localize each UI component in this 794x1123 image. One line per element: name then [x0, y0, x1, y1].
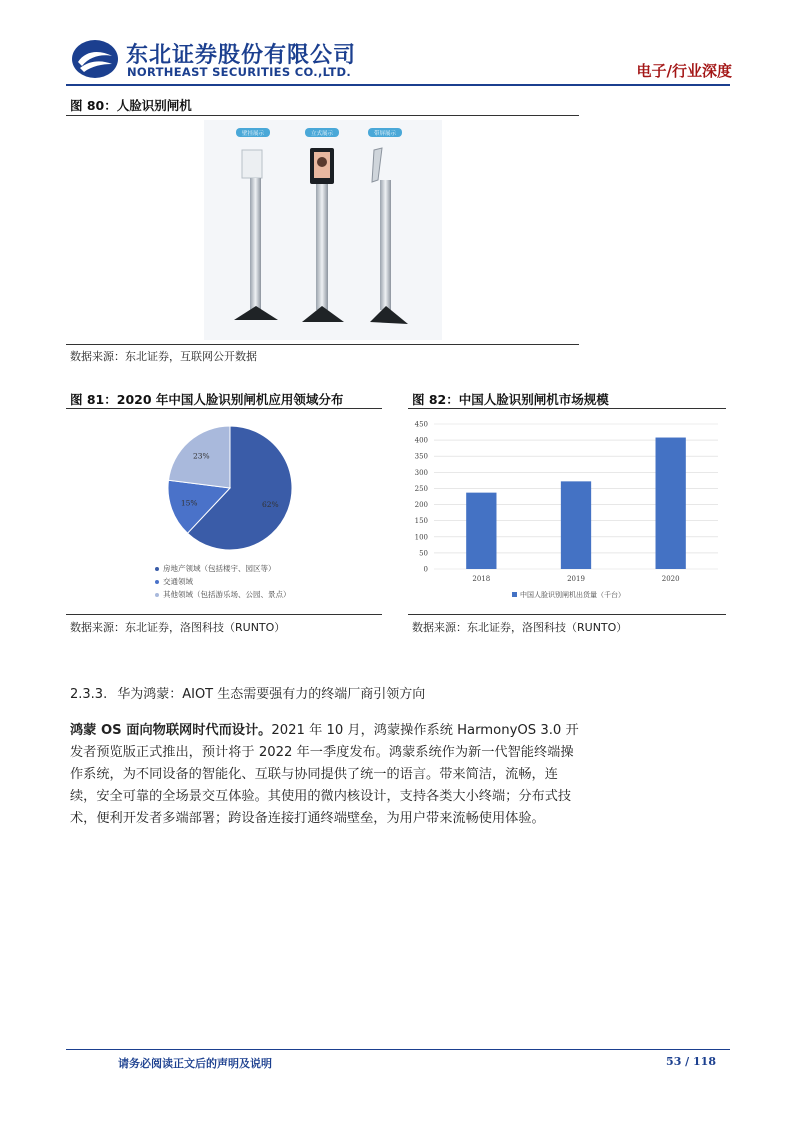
y-tick-label: 400: [414, 436, 428, 445]
bar-legend-label: 中国人脸识别闸机出货量（千台）: [520, 591, 625, 599]
legend-swatch-icon: [155, 567, 159, 571]
pie-slice-label: 23%: [192, 451, 210, 461]
figure-81-bottom-rule: [66, 614, 382, 615]
bar-chart: [400, 412, 726, 610]
x-tick-label: 2018: [472, 575, 491, 583]
y-tick-label: 100: [414, 533, 428, 542]
pie-legend-item: [155, 575, 291, 588]
figure-80-bottom-rule: [66, 344, 579, 345]
header-divider: [66, 84, 730, 86]
y-tick-label: 200: [414, 501, 428, 510]
pie-legend-item: [155, 562, 291, 575]
y-tick-label: 300: [414, 468, 428, 477]
figure-82-source: 数据来源：东北证券，洛图科技（RUNTO）: [412, 621, 628, 634]
pie-legend-item: [155, 588, 291, 601]
y-tick-label: 250: [414, 484, 428, 493]
x-tick-label: 2019: [567, 575, 585, 583]
figure-81-title: 图 81：2020 年中国人脸识别闸机应用领域分布: [70, 392, 344, 407]
gate-label-2: 立式展示: [310, 131, 334, 137]
report-category: 电子/行业深度: [636, 62, 732, 80]
figure-82-bottom-rule: [408, 614, 726, 615]
figure-80-source: 数据来源：东北证券，互联网公开数据: [70, 350, 257, 363]
pie-legend: [155, 562, 291, 601]
legend-swatch-icon: [155, 593, 159, 597]
bar: [656, 438, 686, 569]
pie-slice-label: 15%: [180, 498, 198, 508]
section-heading: [70, 683, 425, 702]
company-name-cn: 东北证券股份有限公司: [126, 43, 357, 68]
body-text: 2021 年 10 月，鸿蒙操作系统 HarmonyOS 3.0 开发者预览版正式推出，预计将于 2022 年一季度发布。鸿蒙系统作为新一代智能终端操作系统，为不同设备的智能化、互联与协同提供了统一的语言。带来简洁，流畅，连续，安全可靠的全场景交互体验。其使用的微内核设计，支持各类大小终端；分布式技术，便利开发者多端部署；跨设备连接打通终端壁垒，为用户带来流畅使用体验。: [70, 723, 579, 826]
footer-divider: [66, 1049, 730, 1050]
y-tick-label: 450: [414, 420, 428, 429]
figure-81-source: 数据来源：东北证券，洛图科技（RUNTO）: [70, 621, 286, 634]
body-paragraph: [70, 720, 582, 830]
footer-disclaimer: 请务必阅读正文后的声明及说明: [118, 1057, 272, 1070]
y-tick-label: 0: [423, 565, 428, 574]
y-tick-label: 150: [414, 517, 428, 526]
figure-80-top-rule: [66, 115, 579, 116]
section-title: 华为鸿蒙：AIOT 生态需要强有力的终端厂商引领方向: [117, 687, 426, 702]
pie-legend-label: 其他领域（包括游乐场、公园、景点）: [163, 590, 291, 599]
face-recognition-gate-photo: [204, 120, 442, 340]
figure-81-top-rule: [66, 408, 382, 409]
page-number: 53 / 118: [666, 1055, 716, 1068]
pie-legend-label: 交通领域: [163, 577, 193, 586]
pie-chart: [150, 420, 310, 560]
company-logo-icon: [70, 38, 120, 80]
pie-legend-label: 房地产领域（包括楼宇、园区等）: [163, 564, 276, 573]
figure-82-title: 图 82：中国人脸识别闸机市场规模: [412, 392, 609, 407]
gate-label-1: 壁挂展示: [241, 131, 265, 137]
legend-swatch-icon: [155, 580, 159, 584]
y-tick-label: 350: [414, 452, 428, 461]
legend-swatch-icon: [512, 592, 517, 597]
company-name-en: NORTHEAST SECURITIES CO.,LTD.: [127, 65, 351, 79]
gate-label-3: 带屏展示: [373, 131, 397, 137]
x-tick-label: 2020: [661, 575, 680, 583]
bar: [466, 493, 496, 569]
body-lead-sentence: 鸿蒙 OS 面向物联网时代而设计。: [70, 723, 272, 738]
y-tick-label: 50: [419, 549, 428, 558]
figure-80-title: 图 80：人脸识别闸机: [70, 98, 192, 113]
figure-82-top-rule: [408, 408, 726, 409]
section-number: 2.3.3.: [70, 687, 108, 702]
pie-slice-label: 62%: [262, 499, 279, 509]
bar: [561, 481, 591, 569]
